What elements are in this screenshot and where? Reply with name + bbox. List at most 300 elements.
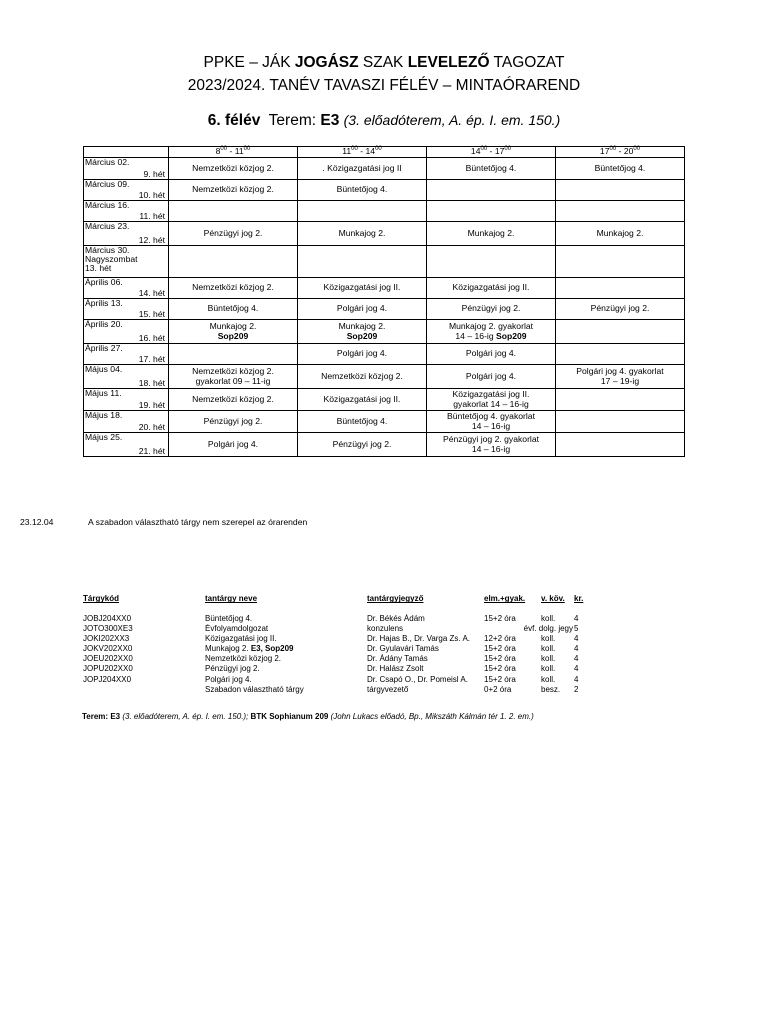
course-credits: 5 bbox=[574, 624, 579, 634]
date-week-cell bbox=[84, 246, 169, 278]
course-exam: koll. bbox=[541, 654, 556, 664]
course-column-header: kr. bbox=[574, 594, 584, 604]
course-slot-cell bbox=[427, 365, 556, 389]
row-date: Március 30. bbox=[85, 245, 130, 255]
course-row bbox=[82, 685, 587, 695]
schedule-table bbox=[83, 146, 685, 457]
course-slot-cell bbox=[169, 222, 298, 246]
course-slot-cell bbox=[298, 222, 427, 246]
course-slot-cell bbox=[556, 433, 685, 457]
course-slot-cell bbox=[169, 433, 298, 457]
course-code-cell bbox=[82, 675, 204, 685]
course-hours-cell bbox=[483, 675, 540, 685]
course-lecturer-cell bbox=[366, 614, 483, 624]
row-date: Április 20. bbox=[85, 319, 123, 329]
course-exam: koll. bbox=[541, 664, 556, 674]
slot-line-2 bbox=[169, 332, 297, 341]
course-name-cell bbox=[204, 664, 366, 674]
course-slot-cell bbox=[298, 299, 427, 320]
time-separator: - bbox=[227, 146, 235, 157]
date-week-cell bbox=[84, 411, 169, 433]
course-name-cell bbox=[204, 634, 366, 644]
time-separator: - bbox=[357, 146, 366, 157]
course-slot-cell bbox=[556, 158, 685, 180]
course-slot-cell bbox=[298, 201, 427, 222]
course-code-cell bbox=[82, 654, 204, 664]
row-week: 9. hét bbox=[143, 168, 165, 179]
row-week: 19. hét bbox=[138, 399, 165, 410]
course-slot-cell bbox=[556, 299, 685, 320]
spacer-cell bbox=[573, 605, 587, 614]
slot-detail: Sop209 bbox=[217, 330, 249, 341]
slot-line: Polgári jog 4. bbox=[336, 348, 388, 359]
time-end-hour: 20 bbox=[623, 146, 634, 157]
course-slot-cell bbox=[169, 389, 298, 411]
course-column-header: Tárgykód bbox=[83, 594, 120, 604]
slot-line: Közigazgatási jog II. bbox=[323, 393, 401, 404]
course-column-header: v. köv. bbox=[541, 594, 565, 604]
course-slot-cell bbox=[427, 344, 556, 365]
slot-line: Polgári jog 4. bbox=[336, 303, 388, 314]
schedule-corner-cell bbox=[84, 147, 169, 158]
course-credits-cell bbox=[573, 675, 587, 685]
course-name-cell bbox=[204, 685, 366, 695]
course-slot-cell bbox=[556, 411, 685, 433]
course-slot-cell bbox=[169, 158, 298, 180]
course-name-cell bbox=[204, 614, 366, 624]
time-end-minute: 00 bbox=[633, 146, 641, 153]
course-row bbox=[82, 644, 587, 654]
row-week: 20. hét bbox=[138, 421, 165, 432]
slot-line: Pénzügyi jog 2. gyakorlat bbox=[442, 434, 540, 445]
row-week: 12. hét bbox=[138, 234, 165, 245]
course-lecturer: Dr. Gyulavári Tamás bbox=[367, 644, 439, 654]
spacer-cell bbox=[540, 605, 573, 614]
course-exam: koll. bbox=[541, 644, 556, 654]
course-slot-cell bbox=[556, 222, 685, 246]
slot-line: Polgári jog 4. bbox=[465, 370, 517, 381]
course-exam: koll. bbox=[541, 674, 556, 684]
slot-line-2 bbox=[427, 445, 555, 454]
time-end-minute: 00 bbox=[504, 146, 512, 153]
slot-line: Nemzetközi közjog 2. bbox=[321, 370, 403, 381]
course-hours: 15+2 óra bbox=[484, 614, 516, 623]
course-slot-cell bbox=[556, 201, 685, 222]
course-name: Közigazgatási jog II. bbox=[205, 634, 277, 644]
course-slot-cell bbox=[169, 299, 298, 320]
course-table bbox=[82, 594, 587, 695]
row-week: 14. hét bbox=[138, 287, 165, 298]
course-slot-cell bbox=[298, 344, 427, 365]
course-slot-cell bbox=[169, 320, 298, 344]
slot-line: Büntetőjog 4. bbox=[594, 162, 646, 173]
course-exam: koll. bbox=[541, 634, 556, 644]
time-start-minute: 00 bbox=[480, 146, 488, 153]
course-credits-cell bbox=[573, 664, 587, 674]
course-lecturer-cell bbox=[366, 664, 483, 674]
course-exam-cell bbox=[540, 614, 573, 624]
course-hours-cell bbox=[483, 664, 540, 674]
course-lecturer-cell bbox=[366, 675, 483, 685]
note-date: 23.12.04 bbox=[20, 517, 54, 527]
course-lecturer: Dr. Ádány Tamás bbox=[367, 654, 428, 664]
course-exam: besz. bbox=[541, 684, 561, 694]
slot-line-2 bbox=[427, 332, 555, 341]
row-week: 17. hét bbox=[138, 353, 165, 364]
time-slot-header bbox=[169, 147, 298, 158]
course-exam: koll. bbox=[541, 614, 556, 623]
schedule-row bbox=[84, 344, 685, 365]
course-slot-cell bbox=[427, 389, 556, 411]
slot-line: Nemzetközi közjog 2. bbox=[192, 393, 274, 404]
date-week-cell bbox=[84, 365, 169, 389]
schedule-row bbox=[84, 433, 685, 457]
course-slot-cell bbox=[169, 365, 298, 389]
slot-line-2 bbox=[298, 332, 426, 341]
course-credits-cell bbox=[573, 685, 587, 695]
doc-title-line1: PPKE – JÁK JOGÁSZ SZAK LEVELEZŐ TAGOZAT bbox=[203, 54, 565, 71]
slot-line: Közigazgatási jog II. bbox=[452, 282, 530, 293]
course-credits: 4 bbox=[574, 614, 579, 623]
course-credits: 4 bbox=[574, 634, 579, 644]
time-start-hour: 17 bbox=[599, 146, 610, 157]
course-slot-cell bbox=[556, 365, 685, 389]
slot-line: Polgári jog 4. bbox=[465, 348, 517, 359]
row-week: 11. hét bbox=[139, 210, 165, 221]
slot-detail: 17 – 19-ig bbox=[600, 375, 640, 386]
slot-line: Pénzügyi jog 2. bbox=[590, 303, 650, 314]
course-slot-cell bbox=[427, 158, 556, 180]
spacer-cell bbox=[366, 605, 483, 614]
slot-line: Pénzügyi jog 2. bbox=[203, 227, 263, 238]
room-footnote: Terem: E3 (3. előadóterem, A. ép. I. em. 150.); BTK Sophianum 209 (John Lukacs előadó, Bp., Mikszáth Kálmán tér 1. 2. em.) bbox=[82, 712, 534, 721]
schedule-row bbox=[84, 299, 685, 320]
slot-line: Közigazgatási jog II. bbox=[452, 389, 530, 400]
row-date: Április 06. bbox=[85, 277, 123, 287]
date-week-cell bbox=[84, 320, 169, 344]
slot-line: Munkajog 2. bbox=[338, 227, 386, 238]
course-row bbox=[82, 634, 587, 644]
slot-line: Munkajog 2. bbox=[596, 227, 644, 238]
date-week-cell bbox=[84, 278, 169, 299]
course-slot-cell bbox=[427, 411, 556, 433]
course-code-cell bbox=[82, 624, 204, 634]
course-exam-cell bbox=[540, 664, 573, 674]
slot-line: Nemzetközi közjog 2. bbox=[192, 366, 274, 377]
slot-room: Sop209 bbox=[496, 330, 527, 341]
time-start-minute: 00 bbox=[351, 146, 358, 153]
spacer-cell bbox=[483, 605, 540, 614]
course-slot-cell bbox=[298, 180, 427, 201]
row-date: Március 16. bbox=[85, 200, 130, 210]
course-row bbox=[82, 624, 587, 634]
course-slot-cell bbox=[169, 246, 298, 278]
row-date: Április 27. bbox=[85, 343, 123, 353]
row-date: Május 11. bbox=[85, 388, 122, 398]
note-text: A szabadon választható tárgy nem szerepel az órarenden bbox=[88, 517, 308, 527]
schedule-row bbox=[84, 201, 685, 222]
slot-line: Munkajog 2. bbox=[467, 227, 515, 238]
course-slot-cell bbox=[298, 246, 427, 278]
course-credits: 2 bbox=[574, 684, 579, 694]
doc-title-line2: 2023/2024. TANÉV TAVASZI FÉLÉV – MINTAÓRAREND bbox=[187, 77, 581, 94]
course-hours: 15+2 óra bbox=[484, 644, 516, 654]
course-exam-cell bbox=[540, 644, 573, 654]
time-end-hour: 14 bbox=[365, 146, 376, 157]
slot-line: Munkajog 2. gyakorlat bbox=[448, 321, 534, 332]
course-slot-cell bbox=[298, 278, 427, 299]
date-week-cell bbox=[84, 222, 169, 246]
row-week: 15. hét bbox=[138, 308, 165, 319]
course-slot-cell bbox=[298, 158, 427, 180]
course-lecturer: konzulens bbox=[367, 624, 404, 634]
slot-line: Nemzetközi közjog 2. bbox=[192, 184, 274, 195]
time-slot-header bbox=[427, 147, 556, 158]
row-date: Március 23. bbox=[85, 221, 130, 231]
time-end-hour: 11 bbox=[234, 146, 244, 157]
course-slot-cell bbox=[427, 433, 556, 457]
course-name: Nemzetközi közjog 2. bbox=[205, 654, 282, 664]
slot-line: Polgári jog 4. gyakorlat bbox=[576, 366, 664, 377]
time-end-hour: 17 bbox=[494, 146, 505, 157]
course-slot-cell bbox=[298, 433, 427, 457]
course-slot-cell bbox=[556, 278, 685, 299]
slot-line-2 bbox=[427, 400, 555, 409]
course-lecturer: tárgyvezető bbox=[367, 684, 409, 694]
course-name: Évfolyamdolgozat bbox=[205, 624, 269, 634]
course-column-header: tantárgyjegyző bbox=[367, 594, 424, 604]
course-name: Munkajog 2. bbox=[205, 644, 251, 654]
time-start-hour: 14 bbox=[470, 146, 481, 157]
time-separator: - bbox=[487, 146, 495, 157]
course-credits: 4 bbox=[574, 654, 579, 664]
course-code: JOKV202XX0 bbox=[83, 644, 133, 654]
course-name-cell bbox=[204, 675, 366, 685]
course-credits-cell bbox=[573, 654, 587, 664]
course-name-cell bbox=[204, 624, 366, 634]
semester-room-heading: 6. félév Terem: E3 (3. előadóterem, A. ép. I. em. 150.) bbox=[207, 112, 561, 129]
course-code: JOTO300XE3 bbox=[83, 624, 133, 634]
course-spacer-row bbox=[82, 605, 587, 614]
slot-line: Nemzetközi közjog 2. bbox=[192, 282, 274, 293]
course-lecturer: Dr. Csapó O., Dr. Pomeisl A. bbox=[367, 674, 468, 684]
schedule-row bbox=[84, 365, 685, 389]
course-slot-cell bbox=[427, 299, 556, 320]
course-row bbox=[82, 654, 587, 664]
course-slot-cell bbox=[556, 344, 685, 365]
course-exam-cell bbox=[523, 624, 573, 634]
course-name: Polgári jog 4. bbox=[205, 674, 252, 684]
course-code-cell bbox=[82, 685, 204, 695]
schedule-row bbox=[84, 180, 685, 201]
course-code-cell bbox=[82, 614, 204, 624]
slot-line: Polgári jog 4. bbox=[207, 438, 259, 449]
course-credits-cell bbox=[573, 644, 587, 654]
course-room: E3, Sop209 bbox=[250, 644, 294, 654]
course-hours-cell bbox=[483, 685, 540, 695]
course-slot-cell bbox=[298, 389, 427, 411]
row-week: 13. hét bbox=[85, 263, 112, 274]
course-slot-cell bbox=[556, 320, 685, 344]
spacer-cell bbox=[204, 605, 366, 614]
course-slot-cell bbox=[556, 389, 685, 411]
schedule-row bbox=[84, 320, 685, 344]
slot-detail: 14 – 16-ig bbox=[471, 443, 511, 454]
slot-detail: gyakorlat 09 – 11-ig bbox=[195, 375, 271, 386]
row-date: Április 13. bbox=[85, 298, 123, 308]
slot-line: Pénzügyi jog 2. bbox=[203, 415, 263, 426]
course-code: JOKI202XX3 bbox=[83, 634, 130, 644]
course-lecturer: Dr. Békés Ádám bbox=[367, 614, 425, 623]
course-header-row bbox=[82, 594, 587, 605]
course-hours: 0+2 óra bbox=[484, 684, 512, 694]
time-start-hour: 8 bbox=[215, 146, 221, 157]
course-column-header: elm.+gyak. bbox=[484, 594, 526, 604]
slot-detail: gyakorlat 14 – 16-ig bbox=[453, 398, 529, 409]
date-week-cell bbox=[84, 201, 169, 222]
slot-line: Munkajog 2. bbox=[338, 321, 386, 332]
date-week-cell bbox=[84, 180, 169, 201]
slot-line: . Közigazgatási jog II bbox=[322, 162, 402, 173]
date-week-cell bbox=[84, 344, 169, 365]
course-exam-cell bbox=[540, 685, 573, 695]
schedule-row bbox=[84, 246, 685, 278]
row-date: Május 04. bbox=[85, 364, 123, 374]
time-start-hour: 11 bbox=[342, 146, 352, 157]
slot-line: Pénzügyi jog 2. bbox=[461, 303, 521, 314]
schedule-row bbox=[84, 158, 685, 180]
time-end-minute: 00 bbox=[375, 146, 382, 153]
course-code-cell bbox=[82, 644, 204, 654]
course-slot-cell bbox=[298, 365, 427, 389]
slot-line: Büntetőjog 4. bbox=[336, 184, 388, 195]
course-name: Büntetőjog 4. bbox=[205, 614, 253, 623]
course-slot-cell bbox=[169, 201, 298, 222]
time-end-minute: 00 bbox=[243, 146, 251, 153]
course-name: Pénzügyi jog 2. bbox=[205, 664, 260, 674]
time-slot-header bbox=[298, 147, 427, 158]
course-exam-cell bbox=[540, 654, 573, 664]
time-start-minute: 00 bbox=[609, 146, 617, 153]
spacer-cell bbox=[82, 605, 204, 614]
course-slot-cell bbox=[556, 246, 685, 278]
course-row bbox=[82, 614, 587, 624]
course-code-cell bbox=[82, 634, 204, 644]
course-slot-cell bbox=[427, 222, 556, 246]
slot-line: Büntetőjog 4. gyakorlat bbox=[447, 411, 535, 422]
course-lecturer-cell bbox=[366, 624, 483, 634]
slot-line: Büntetőjog 4. bbox=[465, 162, 517, 173]
course-row bbox=[82, 675, 587, 685]
course-exam: évf. dolg. jegy bbox=[523, 624, 573, 634]
slot-line: Nemzetközi közjog 2. bbox=[192, 162, 274, 173]
course-hours: 12+2 óra bbox=[484, 634, 516, 644]
course-code: JOPJ204XX0 bbox=[83, 674, 132, 684]
course-exam-cell bbox=[540, 634, 573, 644]
schedule-row bbox=[84, 411, 685, 433]
course-credits: 4 bbox=[574, 664, 579, 674]
course-lecturer-cell bbox=[366, 644, 483, 654]
course-slot-cell bbox=[427, 201, 556, 222]
row-date: Május 18. bbox=[85, 410, 123, 420]
slot-line: Büntetőjog 4. bbox=[207, 303, 259, 314]
date-week-cell bbox=[84, 299, 169, 320]
course-lecturer: Dr. Halász Zsolt bbox=[367, 664, 424, 674]
date-week-cell bbox=[84, 158, 169, 180]
course-credits-cell bbox=[573, 634, 587, 644]
course-column-header: tantárgy neve bbox=[205, 594, 258, 604]
slot-detail: 14 – 16-ig bbox=[471, 420, 511, 431]
course-slot-cell bbox=[556, 180, 685, 201]
course-slot-cell bbox=[169, 278, 298, 299]
date-week-cell bbox=[84, 433, 169, 457]
course-lecturer-cell bbox=[366, 654, 483, 664]
course-slot-cell bbox=[427, 180, 556, 201]
course-hours-cell bbox=[483, 644, 540, 654]
course-code: JOPU202XX0 bbox=[83, 664, 133, 674]
schedule-row bbox=[84, 389, 685, 411]
date-week-cell bbox=[84, 389, 169, 411]
course-code: JOBJ204XX0 bbox=[83, 614, 132, 623]
course-lecturer: Dr. Hajas B., Dr. Varga Zs. A. bbox=[367, 634, 470, 644]
schedule-row bbox=[84, 278, 685, 299]
course-credits-cell bbox=[573, 614, 587, 624]
course-credits: 4 bbox=[574, 644, 579, 654]
slot-detail: 14 – 16-ig bbox=[455, 330, 497, 341]
row-week: 10. hét bbox=[138, 189, 165, 200]
time-slot-header bbox=[556, 147, 685, 158]
course-slot-cell bbox=[298, 320, 427, 344]
slot-line: Közigazgatási jog II. bbox=[323, 282, 401, 293]
time-start-minute: 00 bbox=[220, 146, 228, 153]
slot-line-2 bbox=[427, 422, 555, 431]
course-code-cell bbox=[82, 664, 204, 674]
course-slot-cell bbox=[427, 320, 556, 344]
slot-detail: Sop209 bbox=[346, 330, 378, 341]
course-hours-cell bbox=[483, 634, 540, 644]
course-slot-cell bbox=[298, 411, 427, 433]
row-holiday: Nagyszombat bbox=[85, 254, 138, 265]
row-date: Március 09. bbox=[85, 179, 130, 189]
course-hours-cell bbox=[483, 654, 540, 664]
course-slot-cell bbox=[427, 246, 556, 278]
course-hours: 15+2 óra bbox=[484, 664, 516, 674]
slot-line-2 bbox=[169, 377, 297, 386]
row-week: 16. hét bbox=[138, 332, 165, 343]
course-hours: 15+2 óra bbox=[484, 674, 516, 684]
slot-line-2 bbox=[556, 377, 684, 386]
course-name: Szabadon választható tárgy bbox=[205, 684, 304, 694]
schedule-header-row bbox=[84, 147, 685, 158]
course-hours-cell bbox=[483, 614, 540, 624]
course-hours: 15+2 óra bbox=[484, 654, 516, 664]
slot-line: Pénzügyi jog 2. bbox=[332, 438, 392, 449]
course-lecturer-cell bbox=[366, 634, 483, 644]
course-lecturer-cell bbox=[366, 685, 483, 695]
course-credits: 4 bbox=[574, 674, 579, 684]
row-date: Március 02. bbox=[85, 157, 130, 167]
slot-line: Munkajog 2. bbox=[209, 321, 257, 332]
course-slot-cell bbox=[169, 411, 298, 433]
course-code: JOEU202XX0 bbox=[83, 654, 133, 664]
course-name-cell bbox=[204, 654, 366, 664]
course-slot-cell bbox=[427, 278, 556, 299]
schedule-row bbox=[84, 222, 685, 246]
row-week: 21. hét bbox=[138, 445, 165, 456]
slot-line: Büntetőjog 4. bbox=[336, 415, 388, 426]
time-separator: - bbox=[616, 146, 624, 157]
course-slot-cell bbox=[169, 344, 298, 365]
